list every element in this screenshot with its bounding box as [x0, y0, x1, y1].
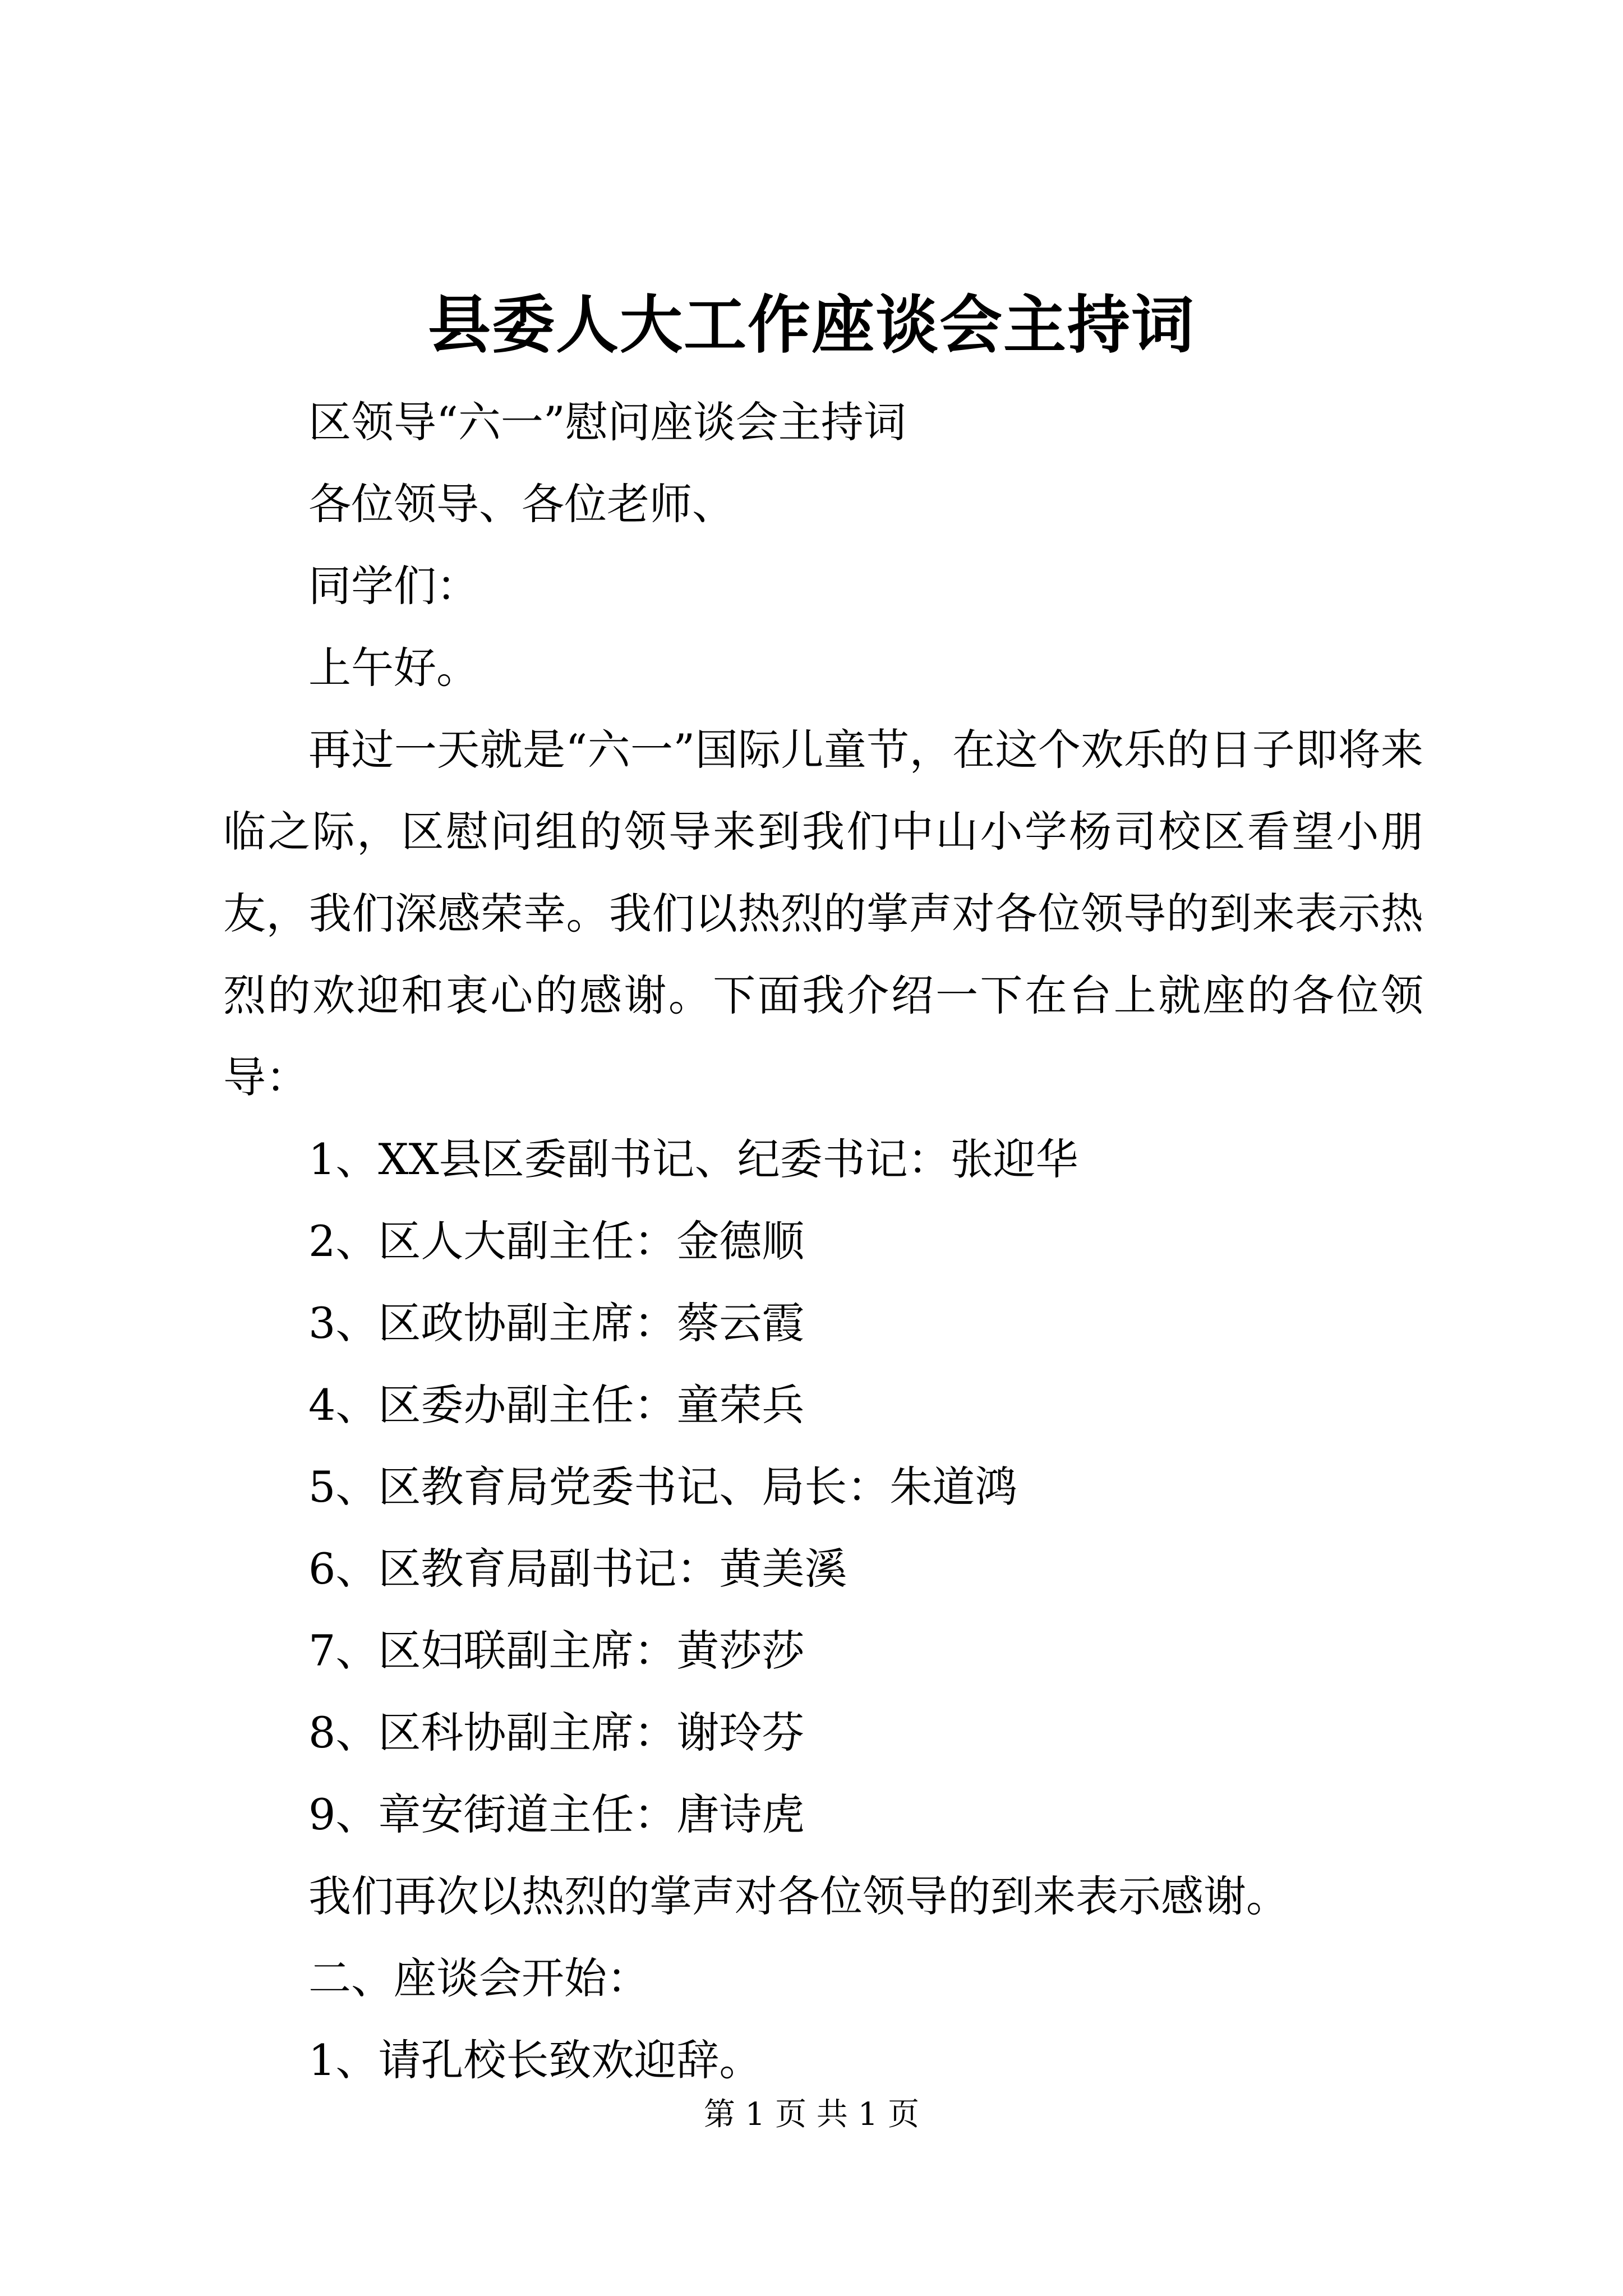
list-item-leader-8: 8、区科协副主席：谢玲芬: [308, 1708, 805, 1757]
paragraph-salutation-2: 同学们：: [308, 561, 479, 611]
list-item-leader-3: 3、区政协副主席：蔡云霞: [308, 1298, 805, 1348]
list-item-leader-5: 5、区教育局党委书记、局长：朱道鸿: [308, 1462, 1018, 1512]
paragraph-thanks: 我们再次以热烈的掌声对各位领导的到来表示感谢。: [308, 1871, 1289, 1921]
list-item-leader-1: 1、XX县区委副书记、纪委书记：张迎华: [308, 1134, 1078, 1184]
list-item-leader-4: 4、区委办副主任：童荣兵: [308, 1380, 805, 1430]
page-footer: 第 1 页 共 1 页: [703, 2096, 920, 2133]
list-item-leader-6: 6、区教育局副书记：黄美溪: [308, 1544, 847, 1594]
document-body: [223, 381, 1423, 2101]
paragraph-intro: 再过一天就是“六一”国际儿童节，在这个欢乐的日子即将来临之际，区慰问组的领导来到我们中山小学杨司校区看望小朋友，我们深感荣幸。我们以热烈的掌声对各位领导的到来表示热烈的欢迎和衷心的感谢。下面我介绍一下在台上就座的各位领导：: [223, 725, 1423, 1102]
list-item-leader-9: 9、章安街道主任：唐诗虎: [308, 1789, 805, 1839]
section-heading-2: 二、座谈会开始：: [308, 1953, 649, 2003]
list-item-leader-2: 2、区人大副主任：金德顺: [308, 1216, 805, 1266]
paragraph-greeting: 上午好。: [308, 643, 479, 693]
paragraph-subtitle: 区领导“六一”慰问座谈会主持词: [308, 397, 906, 447]
document-title: 县委人大工作座谈会主持词: [428, 288, 1195, 362]
list-item-leader-7: 7、区妇联副主席：黄莎莎: [308, 1626, 805, 1676]
list-item-agenda-1: 1、请孔校长致欢迎辞。: [308, 2035, 762, 2085]
paragraph-salutation-1: 各位领导、各位老师、: [308, 479, 735, 529]
